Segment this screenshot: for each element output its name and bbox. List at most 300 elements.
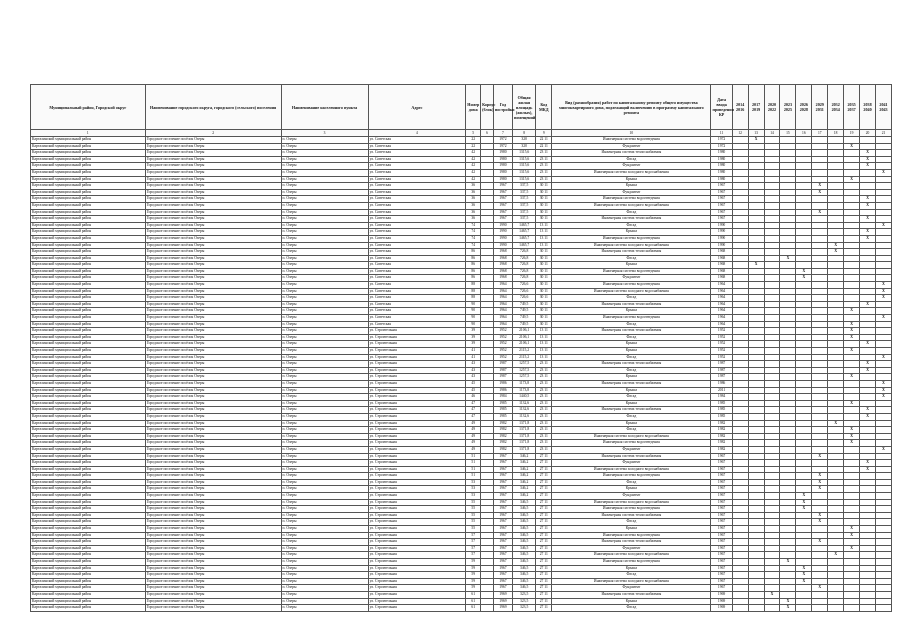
- cell-street: ул. Советская: [368, 321, 466, 328]
- cell-locality: п. Озеры: [281, 578, 368, 585]
- cell-period: [780, 460, 796, 467]
- cell-street: ул. Строительная: [368, 479, 466, 486]
- cell-municipality: Карталинский муниципальный район: [31, 545, 146, 552]
- table-row: [31, 282, 892, 289]
- column-number: 5: [466, 130, 481, 137]
- cell-house: 55: [466, 526, 481, 533]
- cell-house: 59: [466, 572, 481, 579]
- cell-period: X: [812, 209, 828, 216]
- cell-settlement: Городское поселение посёлок Озеры: [145, 545, 281, 552]
- cell-period: X: [748, 262, 764, 269]
- cell-period: [764, 163, 780, 170]
- header-period: 2041 2043: [875, 85, 891, 130]
- cell-year: 1990: [493, 242, 512, 249]
- cell-period: [828, 545, 844, 552]
- table-row: [31, 453, 892, 460]
- cell-period: [748, 598, 764, 605]
- column-number: 14: [764, 130, 780, 137]
- cell-period: X: [796, 572, 812, 579]
- cell-house: 51: [466, 460, 481, 467]
- cell-period: [780, 315, 796, 322]
- cell-area: 1315,6: [512, 163, 535, 170]
- cell-municipality: Карталинский муниципальный район: [31, 361, 146, 368]
- cell-period: [860, 572, 876, 579]
- cell-period: [812, 282, 828, 289]
- cell-period: [796, 367, 812, 374]
- column-number: 9: [536, 130, 552, 137]
- cell-settlement: Городское поселение посёлок Озеры: [145, 156, 281, 163]
- cell-period: X: [844, 526, 860, 533]
- cell-mkd: 27 11: [536, 565, 552, 572]
- cell-korpus: [481, 486, 494, 493]
- cell-period: [875, 605, 891, 612]
- cell-period: [796, 539, 812, 546]
- cell-year: 1967: [493, 539, 512, 546]
- cell-period: [860, 137, 876, 144]
- cell-period: [748, 605, 764, 612]
- cell-korpus: [481, 354, 494, 361]
- cell-korpus: [481, 519, 494, 526]
- cell-municipality: Карталинский муниципальный район: [31, 209, 146, 216]
- cell-period: [780, 499, 796, 506]
- document-page: [30, 84, 892, 612]
- column-number: 15: [780, 130, 796, 137]
- cell-korpus: [481, 156, 494, 163]
- cell-mkd: 23 11: [536, 433, 552, 440]
- cell-period: [748, 163, 764, 170]
- table-row: [31, 479, 892, 486]
- cell-period: [860, 222, 876, 229]
- cell-period: [764, 453, 780, 460]
- cell-kr-date: 1987: [711, 367, 732, 374]
- cell-korpus: [481, 163, 494, 170]
- cell-period: [764, 249, 780, 256]
- cell-period: [860, 262, 876, 269]
- cell-settlement: Городское поселение посёлок Озеры: [145, 565, 281, 572]
- cell-korpus: [481, 420, 494, 427]
- cell-locality: п. Озеры: [281, 255, 368, 262]
- cell-period: [732, 308, 748, 315]
- cell-period: [875, 598, 891, 605]
- cell-period: [764, 565, 780, 572]
- cell-locality: п. Озеры: [281, 150, 368, 157]
- cell-period: [796, 407, 812, 414]
- cell-period: [844, 466, 860, 473]
- cell-period: [748, 361, 764, 368]
- cell-period: X: [860, 341, 876, 348]
- cell-settlement: Городское поселение посёлок Озеры: [145, 222, 281, 229]
- table-row: [31, 209, 892, 216]
- cell-period: [732, 572, 748, 579]
- cell-period: [748, 407, 764, 414]
- cell-kr-date: 1967: [711, 578, 732, 585]
- cell-period: [828, 499, 844, 506]
- cell-locality: п. Озеры: [281, 196, 368, 203]
- cell-period: [860, 143, 876, 150]
- cell-period: [844, 137, 860, 144]
- cell-period: [860, 282, 876, 289]
- column-number: 6: [481, 130, 494, 137]
- cell-period: X: [796, 506, 812, 513]
- cell-period: [796, 229, 812, 236]
- cell-period: [780, 268, 796, 275]
- cell-period: [780, 466, 796, 473]
- cell-period: [796, 308, 812, 315]
- cell-area: 346,5: [512, 512, 535, 519]
- cell-municipality: Карталинский муниципальный район: [31, 242, 146, 249]
- cell-period: [844, 387, 860, 394]
- table-row: [31, 242, 892, 249]
- cell-settlement: Городское поселение посёлок Озеры: [145, 460, 281, 467]
- table-row: [31, 268, 892, 275]
- cell-period: [875, 196, 891, 203]
- cell-korpus: [481, 341, 494, 348]
- cell-year: 1985: [493, 400, 512, 407]
- cell-period: [828, 486, 844, 493]
- cell-period: [796, 334, 812, 341]
- cell-work: Фасад: [552, 519, 711, 526]
- cell-period: [732, 262, 748, 269]
- cell-street: ул. Строительная: [368, 532, 466, 539]
- cell-period: [764, 315, 780, 322]
- cell-period: [780, 209, 796, 216]
- cell-street: ул. Советская: [368, 268, 466, 275]
- column-number: 20: [860, 130, 876, 137]
- cell-korpus: [481, 275, 494, 282]
- cell-period: [764, 506, 780, 513]
- column-number: 3: [281, 130, 368, 137]
- cell-mkd: 27 11: [536, 526, 552, 533]
- cell-period: [828, 196, 844, 203]
- cell-period: [875, 479, 891, 486]
- cell-period: [828, 328, 844, 335]
- cell-house: 61: [466, 598, 481, 605]
- cell-locality: п. Озеры: [281, 565, 368, 572]
- cell-period: [860, 532, 876, 539]
- cell-house: 53: [466, 486, 481, 493]
- cell-settlement: Городское поселение посёлок Озеры: [145, 321, 281, 328]
- cell-period: [764, 486, 780, 493]
- table-row: [31, 249, 892, 256]
- cell-period: [780, 150, 796, 157]
- cell-locality: п. Озеры: [281, 493, 368, 500]
- header-period: 2032 2034: [828, 85, 844, 130]
- cell-period: X: [796, 578, 812, 585]
- cell-year: 1980: [493, 176, 512, 183]
- cell-period: [844, 209, 860, 216]
- cell-period: [764, 295, 780, 302]
- cell-year: 1982: [493, 420, 512, 427]
- cell-period: [860, 334, 876, 341]
- cell-period: [764, 380, 780, 387]
- cell-period: X: [844, 321, 860, 328]
- cell-municipality: Карталинский муниципальный район: [31, 235, 146, 242]
- cell-period: [748, 183, 764, 190]
- cell-area: 346,5: [512, 499, 535, 506]
- cell-locality: п. Озеры: [281, 176, 368, 183]
- cell-year: 1984: [493, 394, 512, 401]
- cell-house: 74: [466, 229, 481, 236]
- cell-period: X: [796, 268, 812, 275]
- cell-kr-date: 1967: [711, 545, 732, 552]
- cell-house: 42: [466, 156, 481, 163]
- cell-period: [796, 249, 812, 256]
- cell-korpus: [481, 268, 494, 275]
- cell-municipality: Карталинский муниципальный район: [31, 565, 146, 572]
- cell-period: X: [828, 249, 844, 256]
- cell-period: [796, 545, 812, 552]
- cell-period: [764, 255, 780, 262]
- column-number: 8: [512, 130, 535, 137]
- cell-period: [812, 222, 828, 229]
- cell-period: X: [844, 545, 860, 552]
- cell-period: [828, 532, 844, 539]
- cell-period: [812, 156, 828, 163]
- cell-period: [828, 137, 844, 144]
- cell-period: [844, 222, 860, 229]
- cell-period: [732, 288, 748, 295]
- cell-municipality: Карталинский муниципальный район: [31, 479, 146, 486]
- cell-work: Крыша: [552, 341, 711, 348]
- cell-period: [796, 169, 812, 176]
- cell-period: [748, 189, 764, 196]
- cell-period: [796, 216, 812, 223]
- cell-period: X: [860, 150, 876, 157]
- cell-settlement: Городское поселение посёлок Озеры: [145, 539, 281, 546]
- cell-period: [748, 150, 764, 157]
- cell-settlement: Городское поселение посёлок Озеры: [145, 473, 281, 480]
- cell-kr-date: 1982: [711, 446, 732, 453]
- cell-period: [748, 255, 764, 262]
- cell-year: 1969: [493, 591, 512, 598]
- cell-year: 1985: [493, 413, 512, 420]
- cell-period: [764, 407, 780, 414]
- cell-period: [748, 460, 764, 467]
- cell-period: [860, 552, 876, 559]
- cell-period: [844, 605, 860, 612]
- table-row: [31, 275, 892, 282]
- cell-period: [844, 295, 860, 302]
- cell-kr-date: 1967: [711, 479, 732, 486]
- cell-period: [844, 499, 860, 506]
- cell-locality: п. Озеры: [281, 400, 368, 407]
- cell-korpus: [481, 585, 494, 592]
- cell-period: [812, 559, 828, 566]
- cell-korpus: [481, 506, 494, 513]
- cell-work: Фасад: [552, 354, 711, 361]
- header-house: Номер дома: [466, 85, 481, 130]
- cell-municipality: Карталинский муниципальный район: [31, 453, 146, 460]
- cell-house: 49: [466, 420, 481, 427]
- cell-period: [748, 486, 764, 493]
- cell-area: 346,5: [512, 545, 535, 552]
- cell-house: 43: [466, 374, 481, 381]
- cell-locality: п. Озеры: [281, 295, 368, 302]
- cell-street: ул. Строительная: [368, 572, 466, 579]
- cell-period: [796, 585, 812, 592]
- cell-settlement: Городское поселение посёлок Озеры: [145, 526, 281, 533]
- cell-period: [860, 486, 876, 493]
- cell-year: 1952: [493, 348, 512, 355]
- cell-house: 43: [466, 361, 481, 368]
- cell-period: [780, 367, 796, 374]
- cell-period: X: [875, 315, 891, 322]
- cell-period: [796, 387, 812, 394]
- cell-work: Крыша: [552, 229, 711, 236]
- cell-period: [748, 176, 764, 183]
- cell-kr-date: 1964: [711, 315, 732, 322]
- cell-locality: п. Озеры: [281, 308, 368, 315]
- cell-period: X: [844, 176, 860, 183]
- cell-period: [732, 446, 748, 453]
- cell-street: ул. Строительная: [368, 506, 466, 513]
- cell-locality: п. Озеры: [281, 532, 368, 539]
- table-row: [31, 150, 892, 157]
- cell-period: [860, 189, 876, 196]
- cell-locality: п. Озеры: [281, 268, 368, 275]
- cell-mkd: 27 11: [536, 473, 552, 480]
- cell-period: [732, 453, 748, 460]
- cell-work: Фасад: [552, 222, 711, 229]
- cell-period: [844, 341, 860, 348]
- cell-settlement: Городское поселение посёлок Озеры: [145, 380, 281, 387]
- cell-korpus: [481, 183, 494, 190]
- cell-house: 49: [466, 427, 481, 434]
- cell-period: [780, 196, 796, 203]
- cell-period: [732, 282, 748, 289]
- cell-period: [732, 460, 748, 467]
- cell-period: [860, 598, 876, 605]
- table-row: [31, 361, 892, 368]
- cell-period: [875, 400, 891, 407]
- cell-house: 46: [466, 394, 481, 401]
- cell-house: 74: [466, 222, 481, 229]
- cell-korpus: [481, 295, 494, 302]
- cell-period: [875, 143, 891, 150]
- cell-period: [844, 262, 860, 269]
- cell-year: 1967: [493, 202, 512, 209]
- cell-house: 86: [466, 255, 481, 262]
- cell-period: [875, 202, 891, 209]
- cell-house: 86: [466, 275, 481, 282]
- cell-period: [844, 354, 860, 361]
- cell-year: 1964: [493, 321, 512, 328]
- cell-korpus: [481, 229, 494, 236]
- cell-period: [875, 466, 891, 473]
- cell-korpus: [481, 565, 494, 572]
- cell-period: [748, 288, 764, 295]
- cell-period: [764, 202, 780, 209]
- cell-period: [812, 163, 828, 170]
- cell-street: ул. Советская: [368, 288, 466, 295]
- cell-period: [812, 295, 828, 302]
- cell-mkd: 23 11: [536, 387, 552, 394]
- cell-street: ул. Строительная: [368, 380, 466, 387]
- cell-period: [764, 605, 780, 612]
- cell-year: 1968: [493, 275, 512, 282]
- table-row: [31, 433, 892, 440]
- cell-work: Инженерная система теплоснабжения: [552, 539, 711, 546]
- cell-street: ул. Строительная: [368, 433, 466, 440]
- cell-period: [780, 572, 796, 579]
- cell-period: [844, 196, 860, 203]
- cell-municipality: Карталинский муниципальный район: [31, 519, 146, 526]
- cell-period: [748, 249, 764, 256]
- cell-kr-date: 1967: [711, 460, 732, 467]
- cell-house: 49: [466, 446, 481, 453]
- cell-period: [828, 453, 844, 460]
- cell-municipality: Карталинский муниципальный район: [31, 400, 146, 407]
- cell-area: 1440,5: [512, 394, 535, 401]
- cell-period: [875, 328, 891, 335]
- cell-period: X: [860, 216, 876, 223]
- cell-period: [875, 275, 891, 282]
- cell-period: [764, 334, 780, 341]
- cell-period: [780, 242, 796, 249]
- cell-year: 1967: [493, 565, 512, 572]
- cell-period: [748, 328, 764, 335]
- cell-period: [764, 282, 780, 289]
- cell-work: Фасад: [552, 156, 711, 163]
- cell-period: [780, 512, 796, 519]
- cell-settlement: Городское поселение посёлок Озеры: [145, 249, 281, 256]
- cell-period: [875, 526, 891, 533]
- cell-period: [796, 420, 812, 427]
- cell-year: 1964: [493, 301, 512, 308]
- cell-locality: п. Озеры: [281, 341, 368, 348]
- cell-period: [796, 183, 812, 190]
- cell-period: [828, 473, 844, 480]
- cell-kr-date: 1967: [711, 539, 732, 546]
- cell-period: [875, 242, 891, 249]
- cell-period: [796, 315, 812, 322]
- cell-period: [764, 473, 780, 480]
- cell-period: [732, 315, 748, 322]
- cell-period: [812, 143, 828, 150]
- cell-area: 1465,7: [512, 242, 535, 249]
- cell-kr-date: 1990: [711, 235, 732, 242]
- cell-period: [828, 578, 844, 585]
- cell-period: [860, 519, 876, 526]
- cell-period: [796, 552, 812, 559]
- cell-kr-date: 1967: [711, 565, 732, 572]
- cell-period: [828, 506, 844, 513]
- cell-year: 1964: [493, 288, 512, 295]
- cell-mkd: 30 11: [536, 196, 552, 203]
- cell-period: [748, 216, 764, 223]
- cell-mkd: 23 11: [536, 367, 552, 374]
- header-period: 2038 2040: [860, 85, 876, 130]
- cell-street: ул. Советская: [368, 163, 466, 170]
- cell-period: [812, 532, 828, 539]
- cell-period: [812, 552, 828, 559]
- table-row: [31, 598, 892, 605]
- cell-korpus: [481, 361, 494, 368]
- cell-street: ул. Строительная: [368, 446, 466, 453]
- cell-locality: п. Озеры: [281, 367, 368, 374]
- cell-municipality: Карталинский муниципальный район: [31, 374, 146, 381]
- cell-period: [860, 321, 876, 328]
- cell-mkd: 13 11: [536, 229, 552, 236]
- cell-period: [828, 413, 844, 420]
- cell-kr-date: 1969: [711, 591, 732, 598]
- cell-period: [732, 242, 748, 249]
- cell-kr-date: 1964: [711, 321, 732, 328]
- cell-kr-date: 1967: [711, 473, 732, 480]
- cell-period: [828, 341, 844, 348]
- cell-street: ул. Строительная: [368, 413, 466, 420]
- cell-work: Фасад: [552, 413, 711, 420]
